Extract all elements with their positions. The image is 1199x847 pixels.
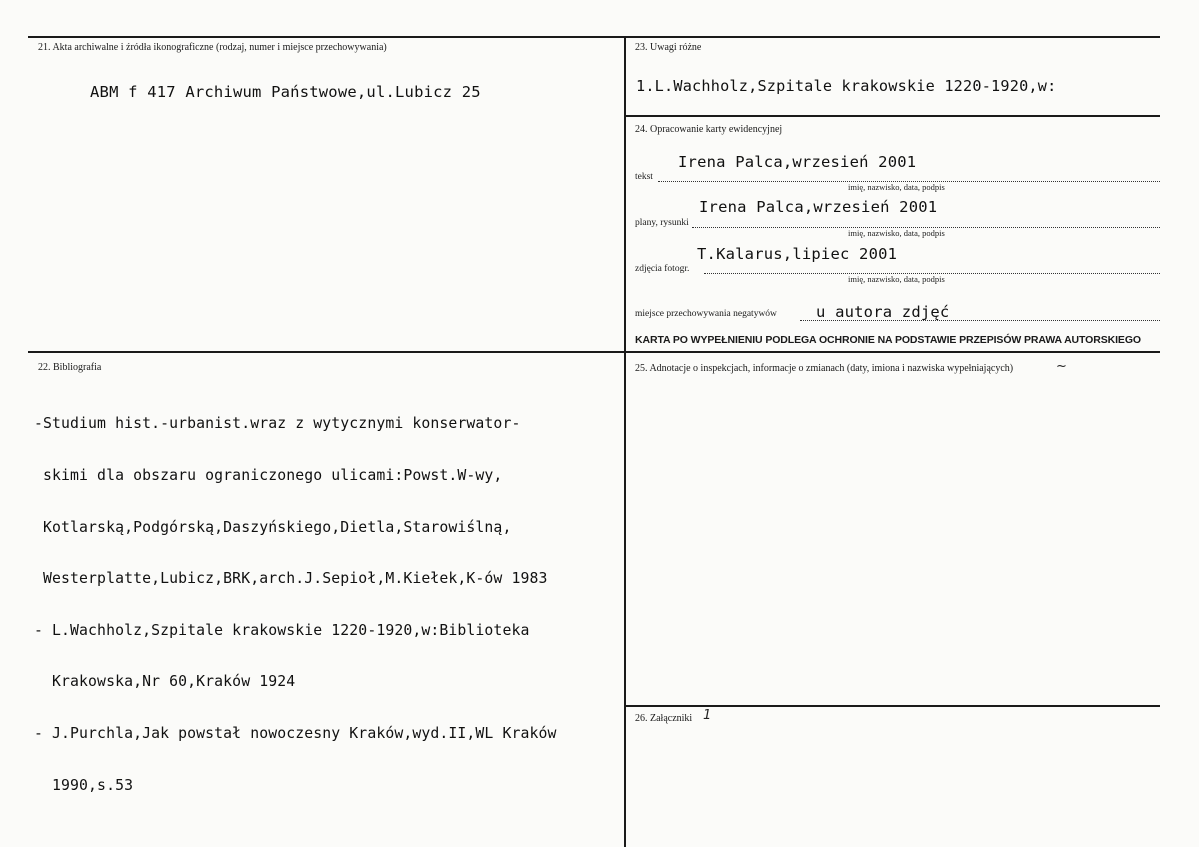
divider-25-26 — [625, 705, 1160, 707]
section-25-label: 25. Adnotacje o inspekcjach, informacje o zmianach (daty, imiona i nazwiska wypełniających) — [635, 363, 1014, 374]
bibliography-line: - J.Purchla,Jak powstał nowoczesny Kraków,wyd.II,WL Kraków — [34, 725, 557, 743]
zdjecia-value: T.Kalarus,lipiec 2001 — [697, 245, 898, 263]
negatyw-value: u autora zdjęć — [816, 303, 950, 321]
bibliography-line: Kotlarską,Podgórską,Daszyńskiego,Dietla,Starowiślną, — [34, 518, 512, 536]
middle-divider — [28, 351, 1160, 353]
plany-value: Irena Palca,wrzesień 2001 — [699, 198, 938, 216]
section-25-mark: ~ — [1056, 359, 1067, 374]
bibliography-line: - L.Wachholz,Szpitale krakowskie 1220-1920,w:Biblioteka — [34, 621, 530, 639]
zdjecia-label: zdjęcia fotogr. — [635, 264, 690, 274]
top-border — [28, 36, 1160, 38]
section-21-label: 21. Akta archiwalne i źródła ikonograficzne (rodzaj, numer i miejsce przechowywania) — [38, 42, 387, 53]
bibliography-line: Krakowska,Nr 60,Kraków 1924 — [34, 673, 296, 691]
divider-23-24 — [625, 115, 1160, 117]
bibliography-list — [34, 381, 624, 828]
bibliography-line: 1990,s.53 — [34, 776, 134, 794]
section-24-label: 24. Opracowanie karty ewidencyjnej — [635, 124, 783, 135]
tekst-value: Irena Palca,wrzesień 2001 — [678, 153, 917, 171]
section-22-label: 22. Bibliografia — [38, 362, 102, 373]
center-divider — [624, 36, 626, 847]
plany-hint: imię, nazwisko, data, podpis — [848, 228, 945, 238]
copyright-note: KARTA PO WYPEŁNIENIU PODLEGA OCHRONIE NA PODSTAWIE PRZEPISÓW PRAWA AUTORSKIEGO — [635, 334, 1141, 346]
section-23-value: 1.L.Wachholz,Szpitale krakowskie 1220-1920,w: — [636, 77, 1057, 95]
bibliography-line: -Studium hist.-urbanist.wraz z wytycznymi konserwator- — [34, 415, 521, 433]
negatyw-label: miejsce przechowywania negatywów — [635, 309, 777, 319]
section-26-value: 1 — [703, 708, 712, 723]
section-23-label: 23. Uwagi różne — [635, 42, 702, 53]
tekst-hint: imię, nazwisko, data, podpis — [848, 182, 945, 192]
zdjecia-hint: imię, nazwisko, data, podpis — [848, 274, 945, 284]
tekst-label: tekst — [635, 172, 653, 182]
plany-label: plany, rysunki — [635, 218, 689, 228]
bibliography-line: Westerplatte,Lubicz,BRK,arch.J.Sepioł,M.Kiełek,K-ów 1983 — [34, 570, 548, 588]
bibliography-line: skimi dla obszaru ograniczonego ulicami:Powst.W-wy, — [34, 467, 503, 485]
section-21-value: ABM f 417 Archiwum Państwowe,ul.Lubicz 25 — [90, 83, 481, 101]
section-26-label: 26. Załączniki — [635, 713, 693, 724]
